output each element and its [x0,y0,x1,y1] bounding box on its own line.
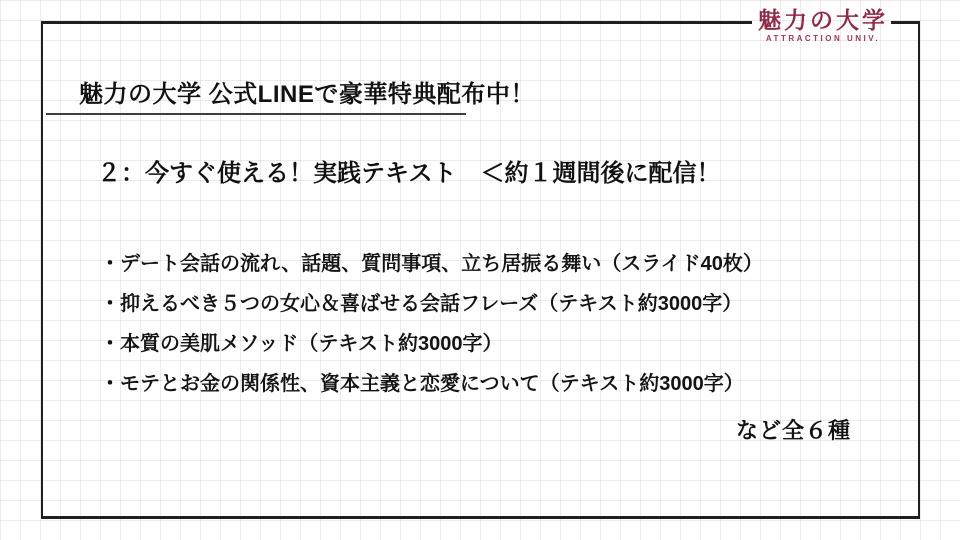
bullet-item: ・モテとお金の関係性、資本主義と恋愛について（テキスト約3000字） [100,373,744,395]
bullet-item: ・デート会話の流れ、話題、質問事項、立ち居振る舞い（スライド40枚） [100,253,763,275]
frame-top-border-left [41,21,752,24]
footnote: など全６種 [736,418,852,443]
section-subtitle: ２：今すぐ使える！実践テキスト ＜約１週間後に配信！ [97,160,721,187]
title-underline [46,113,466,115]
bullet-list [100,244,880,404]
page-title: 魅力の大学 公式LINEで豪華特典配布中！ [79,81,535,108]
bullet-item: ・抑えるべき５つの女心＆喜ばせる会話フレーズ（テキスト約3000字） [100,293,743,315]
brand-logo-title: 魅力の大学 [758,7,888,33]
content-frame [41,24,920,519]
bullet-item: ・本質の美肌メソッド（テキスト約3000字） [100,333,503,355]
brand-logo [750,9,896,43]
brand-logo-subtitle: ATTRACTION UNIV. [765,34,881,43]
